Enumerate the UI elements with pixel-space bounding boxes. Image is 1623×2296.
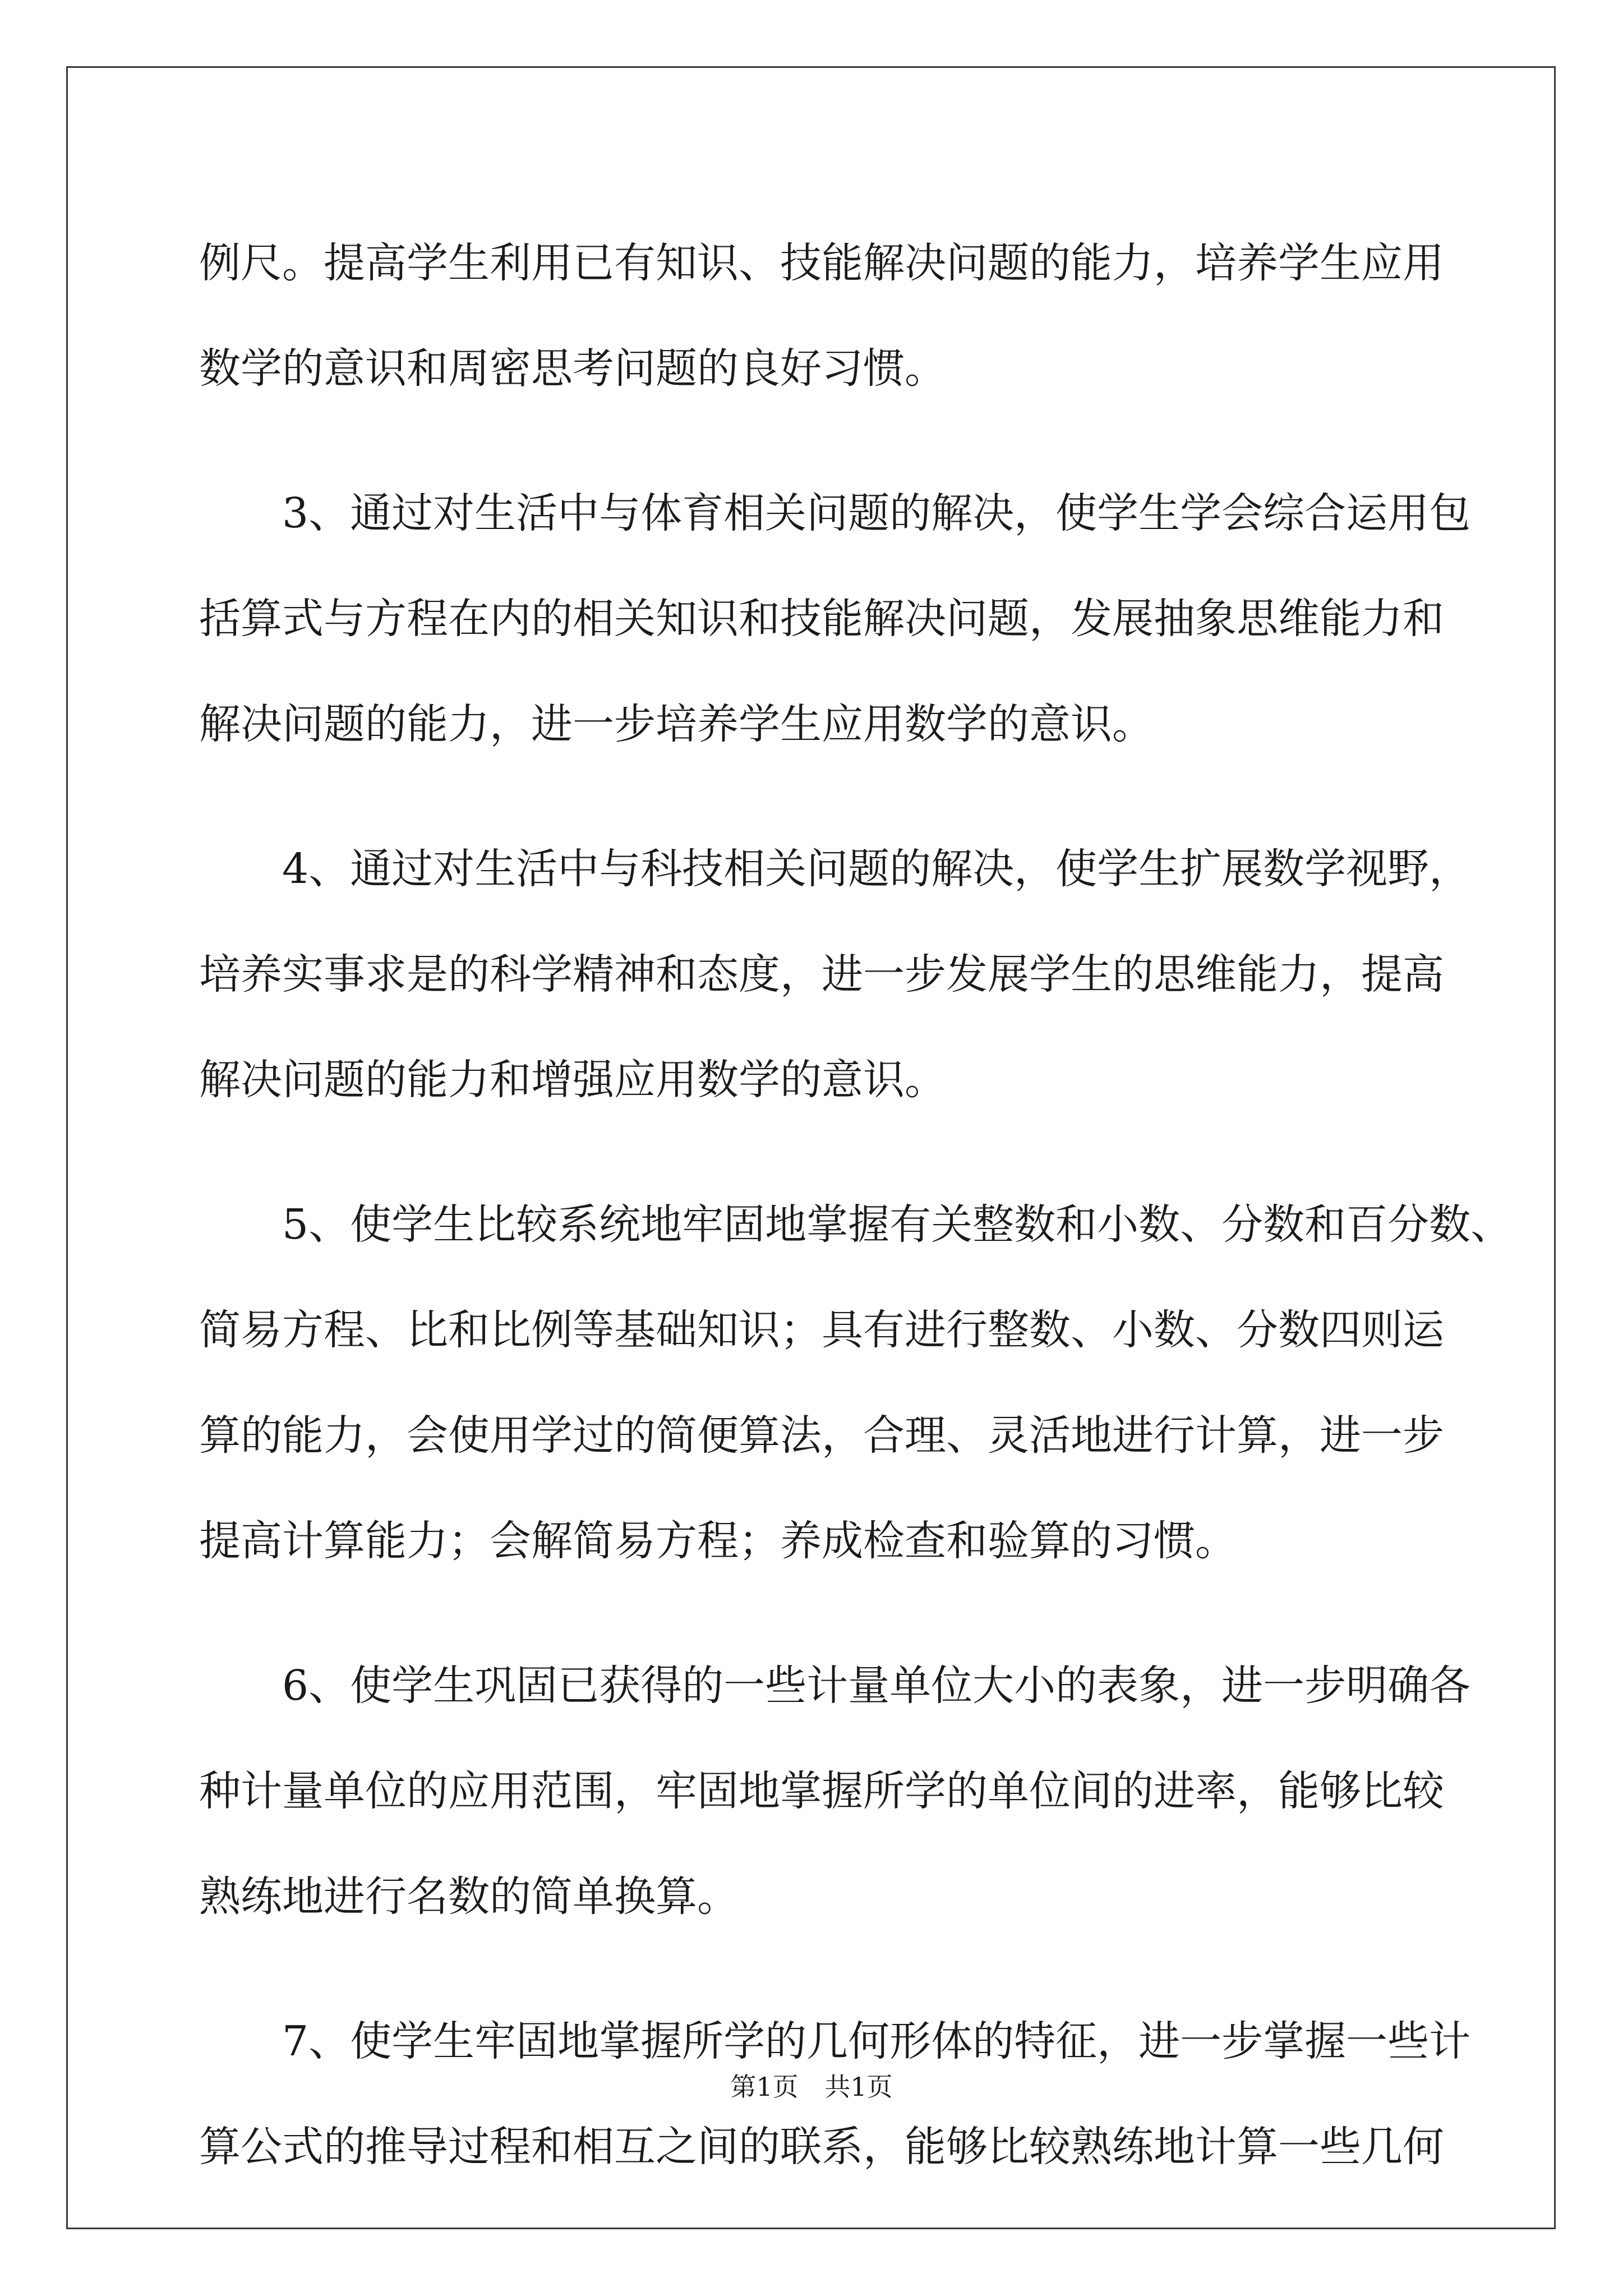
text-line: 解决问题的能力，进一步培养学生应用数学的意识。 xyxy=(199,700,1154,748)
text-line: 括算式与方程在内的相关知识和技能解决问题，发展抽象思维能力和 xyxy=(199,595,1444,643)
text-line: 5、使学生比较系统地牢固地掌握有关整数和小数、分数和百分数、 xyxy=(282,1200,1513,1249)
text-line: 熟练地进行名数的简单换算。 xyxy=(199,1872,739,1921)
text-line: 4、通过对生活中与科技相关问题的解决，使学生扩展数学视野， xyxy=(282,845,1471,893)
text-line: 6、使学生巩固已获得的一些计量单位大小的表象，进一步明确各 xyxy=(282,1662,1471,1710)
document-body xyxy=(199,210,1513,2239)
text-line: 3、通过对生活中与体育相关问题的解决，使学生学会综合运用包 xyxy=(282,489,1471,537)
page-footer xyxy=(0,2070,1623,2104)
text-line: 例尺。提高学生利用已有知识、技能解决问题的能力，培养学生应用 xyxy=(199,239,1444,287)
text-line: 7、使学生牢固地掌握所学的几何形体的特征，进一步掌握一些计 xyxy=(282,2017,1471,2065)
text-line: 提高计算能力；会解简易方程；养成检查和验算的习惯。 xyxy=(199,1517,1237,1565)
text-line: 种计量单位的应用范围，牢固地掌握所学的单位间的进率，能够比较 xyxy=(199,1767,1444,1815)
paragraph-continuation xyxy=(199,210,1444,421)
page-number: 第1页 xyxy=(730,2072,799,2102)
text-line: 简易方程、比和比例等基础知识；具有进行整数、小数、分数四则运 xyxy=(199,1306,1444,1354)
text-line: 解决问题的能力和增强应用数学的意识。 xyxy=(199,1056,946,1104)
paragraph-item-4 xyxy=(199,816,1471,1133)
paragraph-item-5 xyxy=(199,1172,1513,1594)
text-line: 算公式的推导过程和相互之间的联系，能够比较熟练地计算一些几何 xyxy=(199,2123,1444,2171)
text-line: 培养实事求是的科学精神和态度，进一步发展学生的思维能力，提高 xyxy=(199,950,1444,999)
paragraph-item-3 xyxy=(199,461,1471,777)
text-line: 数学的意识和周密思考问题的良好习惯。 xyxy=(199,344,946,393)
page-total: 共1页 xyxy=(824,2072,893,2102)
paragraph-item-6 xyxy=(199,1633,1471,1949)
text-line: 算的能力，会使用学过的简便算法，合理、灵活地进行计算，进一步 xyxy=(199,1411,1444,1460)
